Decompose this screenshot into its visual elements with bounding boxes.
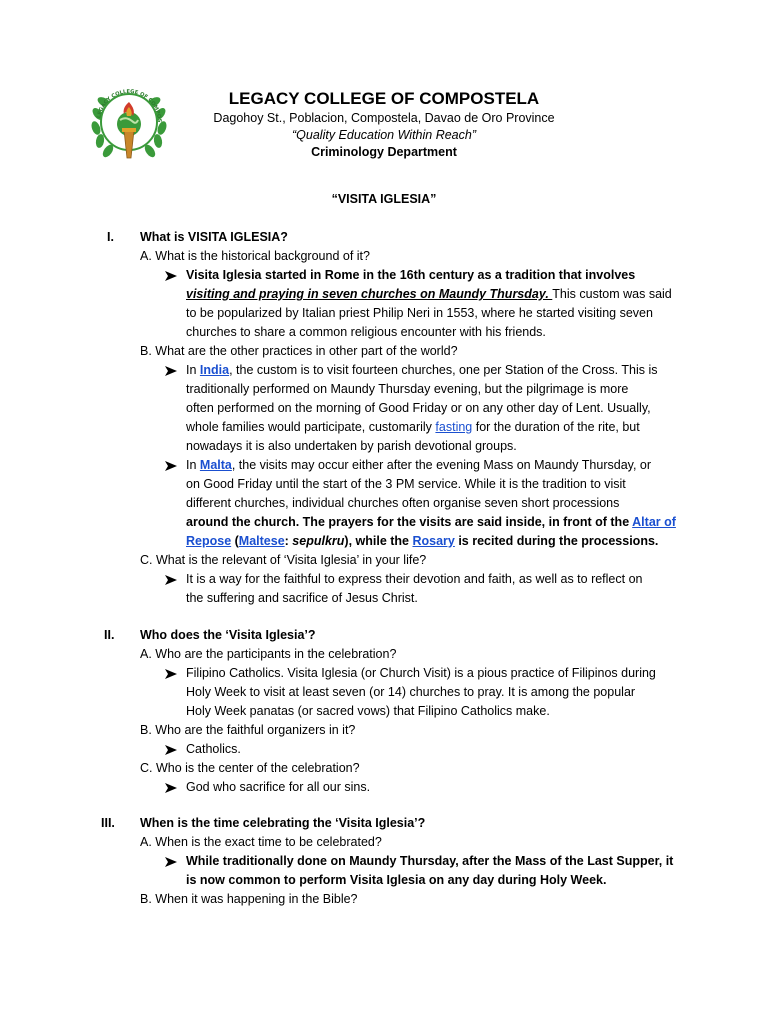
link-india[interactable]: India [199, 363, 230, 377]
subquestion: A. What is the historical background of it? [140, 249, 370, 263]
bullet-line: While traditionally done on Maundy Thursday, after the Mass of the Last Supper, it [186, 854, 674, 868]
bullet-line: Repose (Maltese: sepulkru), while the Rosary is recited during the processions. [186, 534, 659, 548]
bullet-line: whole families would participate, customarily fasting for the duration of the rite, but [186, 420, 640, 434]
bullet-line: It is a way for the faithful to express their devotion and faith, as well as to reflect on [186, 572, 643, 586]
section-heading: Who does the ‘Visita Iglesia’? [140, 628, 316, 642]
bullet-line: nowadays it is also undertaken by parish devotional groups. [186, 439, 517, 453]
link-maltese[interactable]: Maltese [238, 534, 285, 548]
section-numeral: II. [104, 628, 115, 642]
bullet-arrow-icon [165, 853, 179, 870]
bullet-arrow-icon [165, 362, 179, 379]
bullet-line: churches to share a common religious encounter with his friends. [186, 325, 546, 339]
bullet-line: is now common to perform Visita Iglesia on any day during Holy Week. [186, 873, 607, 887]
link-repose[interactable]: Repose [186, 534, 232, 548]
section-heading: When is the time celebrating the ‘Visita Iglesia’? [140, 816, 426, 830]
college-logo [88, 80, 170, 164]
bullet-line: God who sacrifice for all our sins. [186, 780, 371, 794]
bullet-arrow-icon [165, 267, 179, 284]
bullet-line: to be popularized by Italian priest Philip Neri in 1553, where he started visiting seven [186, 306, 653, 320]
letterhead [180, 88, 588, 161]
bullet-line: around the church. The prayers for the visits are said inside, in front of the Altar of [186, 515, 676, 529]
bullet-line: Visita Iglesia started in Rome in the 16th century as a tradition that involves [186, 268, 636, 282]
link-fasting[interactable]: fasting [435, 420, 473, 434]
bullet-arrow-icon [165, 779, 179, 796]
document-title: “VISITA IGLESIA” [331, 192, 437, 206]
subquestion: B. What are the other practices in other part of the world? [140, 344, 458, 358]
bullet-arrow-icon [165, 457, 179, 474]
subquestion: C. What is the relevant of ‘Visita Iglesia’ in your life? [140, 553, 427, 567]
bullet-line: the suffering and sacrifice of Jesus Christ. [186, 591, 418, 605]
subquestion: B. Who are the faithful organizers in it? [140, 723, 356, 737]
bullet-line: In India, the custom is to visit fourteen churches, one per Station of the Cross. This is [186, 363, 658, 377]
section-heading: What is VISITA IGLESIA? [140, 230, 288, 244]
link-rosary[interactable]: Rosary [412, 534, 455, 548]
subquestion: A. Who are the participants in the celebration? [140, 647, 397, 661]
subquestion: C. Who is the center of the celebration? [140, 761, 360, 775]
link-malta[interactable]: Malta [199, 458, 232, 472]
bullet-arrow-icon [165, 741, 179, 758]
subquestion: A. When is the exact time to be celebrated? [140, 835, 382, 849]
college-name: LEGACY COLLEGE OF COMPOSTELA [228, 89, 540, 108]
bullet-line: on Good Friday until the start of the 3 PM service. While it is the tradition to visit [186, 477, 626, 491]
svg-text:LEGACY COLLEGE OF COMPOSTELA: LEGACY COLLEGE OF COMPOS [96, 88, 163, 123]
bullet-line: Holy Week to visit at least seven (or 14) churches to pray. It is among the popular [186, 685, 636, 699]
section-numeral: I. [107, 230, 114, 244]
bullet-arrow-icon [165, 571, 179, 588]
college-motto: “Quality Education Within Reach” [292, 128, 476, 142]
bullet-line: Filipino Catholics. Visita Iglesia (or Church Visit) is a pious practice of Filipinos during [186, 666, 656, 680]
subquestion: B. When it was happening in the Bible? [140, 892, 358, 906]
bullet-arrow-icon [165, 665, 179, 682]
bullet-line: In Malta, the visits may occur either after the evening Mass on Maundy Thursday, or [186, 458, 652, 472]
bullet-line: traditionally performed on Maundy Thursday evening, but the pilgrimage is more [186, 382, 629, 396]
department-name: Criminology Department [311, 145, 457, 159]
bullet-line: often performed on the morning of Good Friday or on any other day of Lent. Usually, [186, 401, 651, 415]
bullet-line: different churches, individual churches often organise seven short processions [186, 496, 620, 510]
college-address: Dagohoy St., Poblacion, Compostela, Davao de Oro Province [213, 111, 555, 125]
bullet-line: visiting and praying in seven churches on Maundy Thursday. This custom was said [186, 287, 672, 301]
section-numeral: III. [101, 816, 115, 830]
link-altar-of-repose[interactable]: Altar of [632, 515, 676, 529]
torch-laurel-seal-icon [88, 80, 170, 164]
bullet-line: Catholics. [186, 742, 241, 756]
bullet-line: Holy Week panatas (or sacred vows) that Filipino Catholics make. [186, 704, 550, 718]
